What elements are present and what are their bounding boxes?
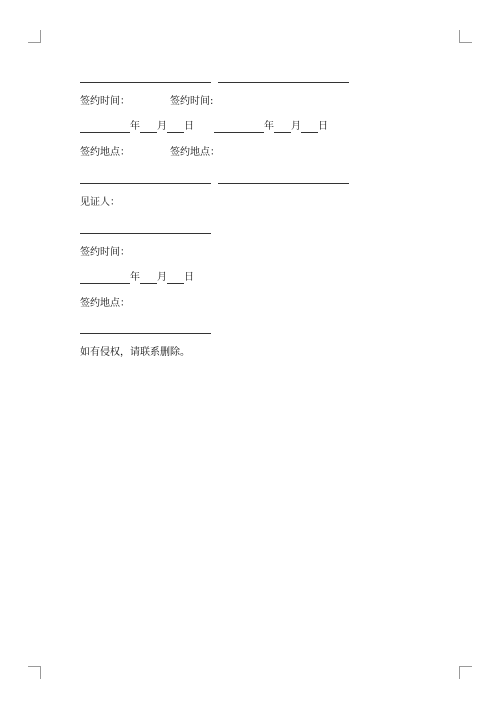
witness-year-unit: 年 <box>130 272 140 283</box>
party-a-month-field[interactable] <box>140 122 157 133</box>
witness-day-field[interactable] <box>167 273 184 284</box>
party-b-sign-place-line[interactable] <box>218 183 349 184</box>
party-a-day-field[interactable] <box>167 122 184 133</box>
party-b-sign-time-label: 签约时间: <box>170 96 214 107</box>
party-b-month-field[interactable] <box>274 122 291 133</box>
crop-mark-bottom-right <box>459 666 472 679</box>
witness-sign-place-line[interactable] <box>80 333 211 334</box>
party-a-sign-time-label: 签约时间： <box>80 96 130 107</box>
party-b-sign-date <box>214 121 328 133</box>
party-a-signature-line[interactable] <box>80 82 211 83</box>
party-a-month-unit: 月 <box>157 121 167 132</box>
party-a-sign-date <box>80 121 194 133</box>
party-b-day-unit: 日 <box>318 121 328 132</box>
party-a-year-unit: 年 <box>130 121 140 132</box>
party-b-day-field[interactable] <box>301 122 318 133</box>
party-b-year-field[interactable] <box>214 122 264 133</box>
witness-signature-line[interactable] <box>80 233 211 234</box>
crop-mark-top-right <box>459 30 472 43</box>
footer-note: 如有侵权，请联系删除。 <box>80 347 190 358</box>
witness-sign-place-label: 签约地点： <box>80 298 130 309</box>
party-b-year-unit: 年 <box>264 121 274 132</box>
witness-label: 见证人： <box>80 197 120 208</box>
witness-sign-date <box>80 272 194 284</box>
party-a-sign-place-label: 签约地点： <box>80 147 130 158</box>
witness-day-unit: 日 <box>184 272 194 283</box>
witness-year-field[interactable] <box>80 273 130 284</box>
party-b-signature-line[interactable] <box>218 82 349 83</box>
witness-month-field[interactable] <box>140 273 157 284</box>
crop-mark-bottom-left <box>28 666 41 679</box>
party-a-year-field[interactable] <box>80 122 130 133</box>
witness-month-unit: 月 <box>157 272 167 283</box>
witness-sign-time-label: 签约时间： <box>80 247 130 258</box>
party-b-month-unit: 月 <box>291 121 301 132</box>
crop-mark-top-left <box>28 30 41 43</box>
party-a-sign-place-line[interactable] <box>80 183 211 184</box>
party-a-day-unit: 日 <box>184 121 194 132</box>
party-b-sign-place-label: 签约地点： <box>170 147 220 158</box>
